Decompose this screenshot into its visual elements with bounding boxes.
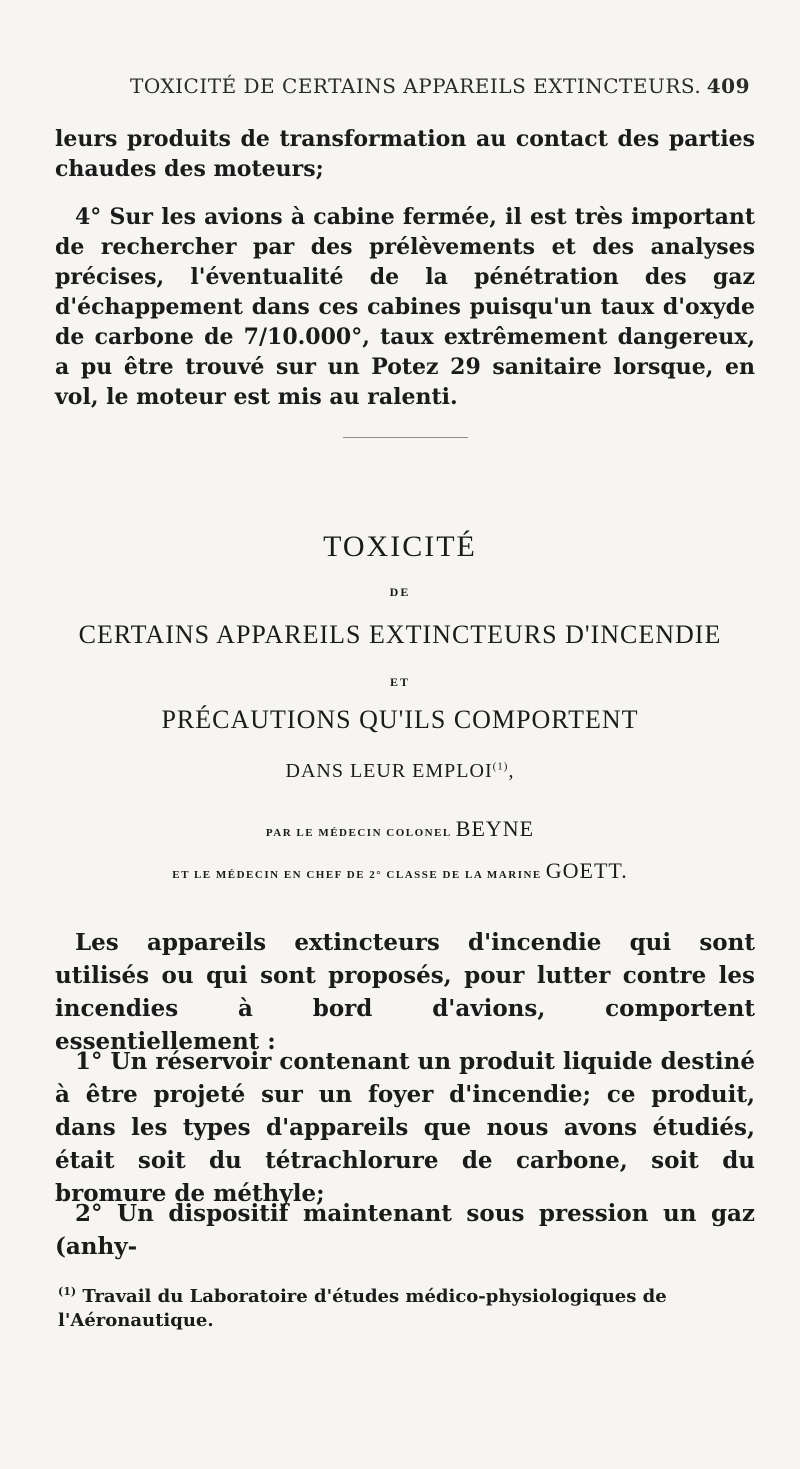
running-title: TOXICITÉ DE CERTAINS APPAREILS EXTINCTEURS. bbox=[130, 74, 702, 98]
running-header bbox=[130, 74, 750, 98]
section-divider bbox=[343, 437, 468, 438]
article-paragraph-3: 2° Un dispositif maintenant sous pression un gaz (anhy- bbox=[55, 1200, 755, 1260]
footnote bbox=[58, 1280, 758, 1333]
page-number: 409 bbox=[706, 74, 750, 98]
author-line-1 bbox=[0, 816, 800, 842]
footnote-mark: (1) bbox=[58, 1285, 77, 1298]
body-paragraph-2: 4° Sur les avions à cabine fermée, il est très important de rechercher par des prélèvements et des analyses précises, l'éventualité de la pénétration des gaz d'échappement dans ces cabines puisqu'un taux d'oxyde de carbone de 7/10.000°, taux extrêmement dangereux, a pu être trouvé sur un Potez 29 sanitaire lorsque, en vol, le moteur est mis au ralenti. bbox=[55, 204, 755, 410]
footnote-text: Travail du Laboratoire d'études médico-physiologiques de l'Aéronautique. bbox=[58, 1286, 667, 1331]
article-title-line-2: CERTAINS APPAREILS EXTINCTEURS D'INCENDIE bbox=[78, 620, 722, 649]
article-paragraph-2: 1° Un réservoir contenant un produit liquide destiné à être projeté sur un foyer d'incendie; ce produit, dans les types d'appareils que nous avons étudiés, était soit du tétrachlorure de carbone, soit du bromure de méthyle; bbox=[55, 1048, 755, 1207]
article-paragraph-1: Les appareils extincteurs d'incendie qui sont utilisés ou qui sont proposés, pour lutter contre les incendies à bord d'avions, comportent essentiellement : bbox=[55, 929, 755, 1055]
author-1-name: BEYNE bbox=[455, 816, 535, 841]
article-title-line-3: PRÉCAUTIONS QU'ILS COMPORTENT bbox=[161, 705, 639, 734]
article-title-line-4-end: , bbox=[508, 760, 515, 782]
author-2-name: GOETT. bbox=[545, 858, 628, 883]
article-title-et: ET bbox=[389, 675, 410, 689]
title-footnote-mark: (1) bbox=[492, 760, 509, 773]
article-title-line-1: TOXICITÉ bbox=[323, 530, 477, 563]
author-line-2 bbox=[0, 858, 800, 884]
article-title-line-4 bbox=[0, 760, 800, 783]
article-title-de: DE bbox=[389, 585, 411, 599]
author-2-prefix: ET LE MÉDECIN EN CHEF DE 2° CLASSE DE LA MARINE bbox=[172, 869, 542, 881]
article-title-line-4-text: DANS LEUR EMPLOI bbox=[285, 760, 493, 782]
body-paragraph-1: leurs produits de transformation au contact des parties chaudes des moteurs; bbox=[55, 126, 755, 182]
author-1-prefix: PAR LE MÉDECIN COLONEL bbox=[265, 827, 452, 839]
